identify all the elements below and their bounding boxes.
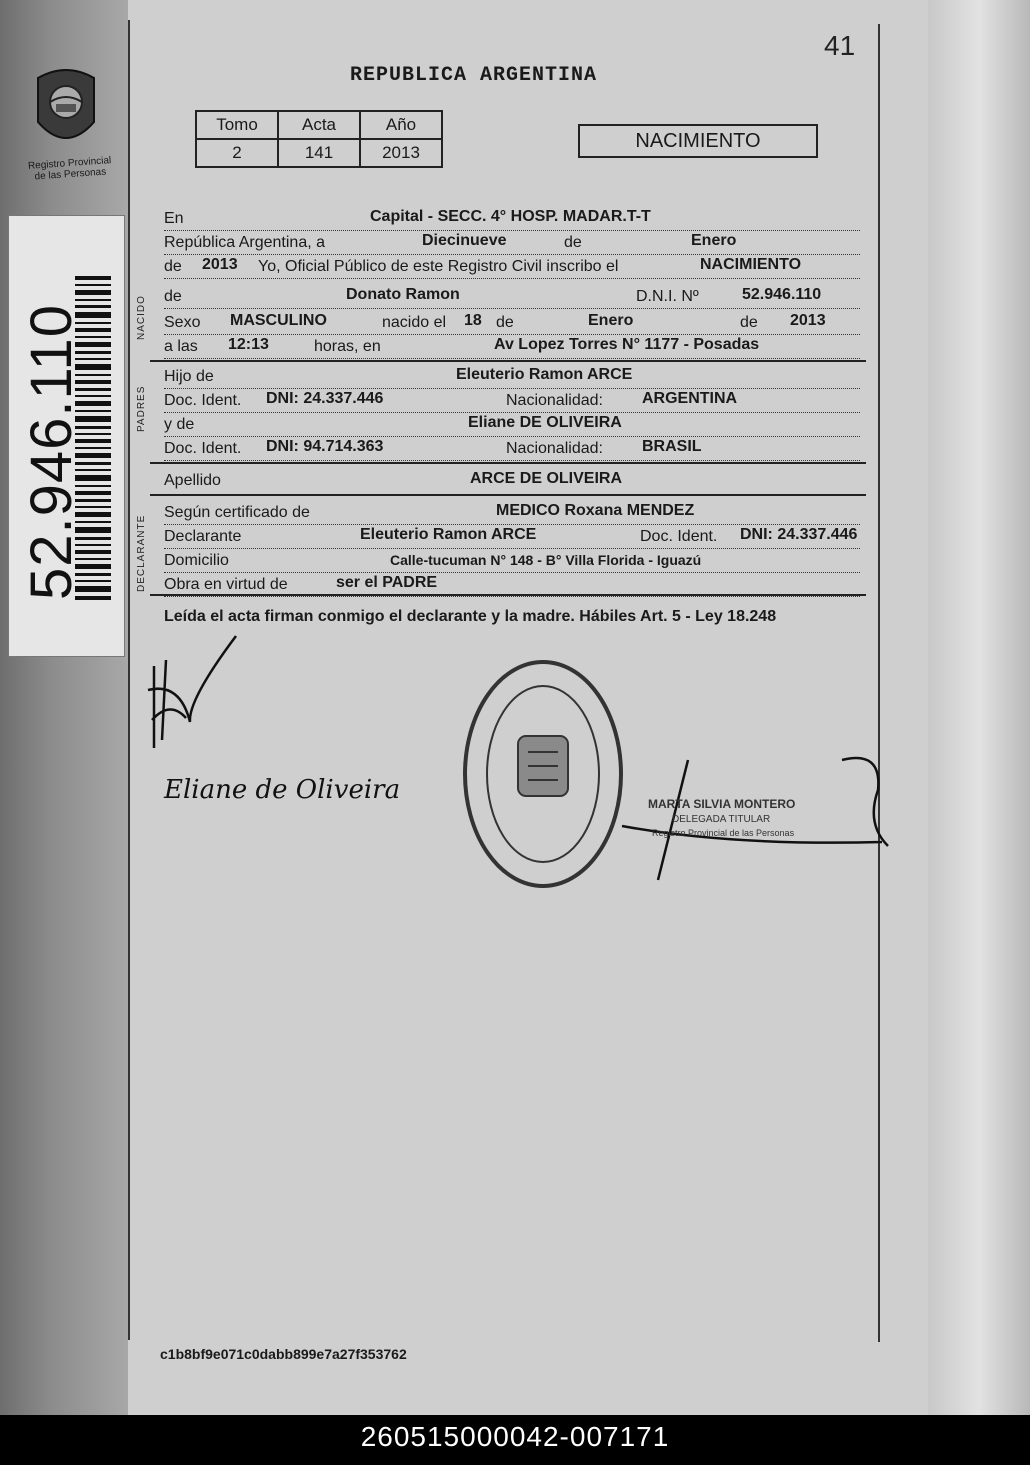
acta-header: Acta xyxy=(278,111,360,139)
label-y-de: y de xyxy=(164,416,195,433)
section-divider-apellido xyxy=(150,494,866,496)
page-number: 41 xyxy=(824,30,856,61)
label-a-las: a las xyxy=(164,338,198,355)
value-sexo: MASCULINO xyxy=(230,312,327,329)
left-margin-line xyxy=(128,20,130,1340)
value-certificado: MEDICO Roxana MENDEZ xyxy=(496,502,695,519)
value-padre-nac: ARGENTINA xyxy=(642,390,738,407)
value-padre-doc: DNI: 24.337.446 xyxy=(266,390,384,407)
section-label-padres: PADRES xyxy=(136,385,147,432)
label-doc-ident: Doc. Ident. xyxy=(164,392,242,409)
label-domicilio: Domicilio xyxy=(164,552,229,569)
tomo-header: Tomo xyxy=(196,111,278,139)
section-divider-padres xyxy=(150,462,866,464)
label-nacido-el: nacido el xyxy=(382,314,447,331)
label-obra: Obra en virtud de xyxy=(164,576,288,593)
row-certificado xyxy=(164,500,860,525)
label-de-nombre: de xyxy=(164,288,182,305)
label-sexo: Sexo xyxy=(164,314,201,331)
institution-label: Registro Provincial de las Personas xyxy=(27,155,112,183)
row-fecha xyxy=(164,230,860,255)
registry-logo xyxy=(30,64,102,154)
official-stamp-icon xyxy=(458,656,628,892)
footer-code: 260515000042-007171 xyxy=(0,1415,1030,1465)
value-madre-nac: BRASIL xyxy=(642,438,702,455)
value-nombre: Donato Ramon xyxy=(346,286,460,303)
page-edge xyxy=(928,0,1030,1415)
value-hora: 12:13 xyxy=(228,336,269,353)
row-sexo xyxy=(164,310,860,335)
barcode-number: 52.946.110 xyxy=(19,304,84,600)
label-apellido: Apellido xyxy=(164,472,221,489)
registry-table xyxy=(195,110,443,168)
value-padre: Eleuterio Ramon ARCE xyxy=(456,366,633,383)
row-obra xyxy=(164,572,860,597)
label-nacionalidad-2: Nacionalidad: xyxy=(506,440,603,457)
madre-signature-text: Eliane de Oliveira xyxy=(164,775,401,805)
book-spine xyxy=(0,0,128,1415)
label-nacionalidad: Nacionalidad: xyxy=(506,392,603,409)
value-declarante: Eleuterio Ramon ARCE xyxy=(360,526,537,543)
value-anio-inscripcion: 2013 xyxy=(202,256,238,273)
row-nombre xyxy=(164,284,860,309)
label-de-anio: de xyxy=(740,314,758,331)
row-padre-doc xyxy=(164,388,860,413)
label-republica: República Argentina, a xyxy=(164,234,325,251)
value-obra: ser el PADRE xyxy=(336,574,438,591)
row-inscripcion xyxy=(164,254,860,279)
value-madre-doc: DNI: 94.714.363 xyxy=(266,438,384,455)
label-declarante: Declarante xyxy=(164,528,242,545)
label-doc-ident-3: Doc. Ident. xyxy=(640,528,718,545)
document-title: REPUBLICA ARGENTINA xyxy=(350,64,598,87)
label-horas-en: horas, en xyxy=(314,338,381,355)
value-declarante-doc: DNI: 24.337.446 xyxy=(740,526,858,543)
oficial-signature-icon xyxy=(612,750,892,884)
row-hora xyxy=(164,334,860,359)
value-dia-nac: 18 xyxy=(464,312,482,329)
anio-value: 2013 xyxy=(360,139,442,167)
oficial-org: Registro Provincial de las Personas xyxy=(652,828,795,838)
label-yo: Yo, Oficial Público de este Registro Civil inscribo el xyxy=(258,258,619,275)
row-declarante xyxy=(164,524,860,549)
label-doc-ident-2: Doc. Ident. xyxy=(164,440,242,457)
value-domicilio: Calle-tucuman N° 148 - B° Villa Florida - Iguazú xyxy=(390,552,702,568)
label-hijo-de: Hijo de xyxy=(164,368,214,385)
row-en xyxy=(164,206,860,231)
oficial-cargo: DELEGADA TITULAR xyxy=(672,814,771,825)
label-de: de xyxy=(564,234,582,251)
row-padre xyxy=(164,364,860,389)
acta-value: 141 xyxy=(278,139,360,167)
record-type-box: NACIMIENTO xyxy=(578,124,818,158)
section-label-declarante: DECLARANTE xyxy=(136,514,147,592)
row-madre xyxy=(164,412,860,437)
declarante-signature-icon xyxy=(140,630,260,760)
tomo-value: 2 xyxy=(196,139,278,167)
section-label-nacido: NACIDO xyxy=(136,295,147,340)
label-de-mes: de xyxy=(496,314,514,331)
row-madre-doc xyxy=(164,436,860,461)
madre-signature-icon xyxy=(160,764,410,814)
value-anio-nac: 2013 xyxy=(790,312,826,329)
value-apellido: ARCE DE OLIVEIRA xyxy=(470,470,623,487)
oficial-name: MARTA SILVIA MONTERO xyxy=(648,797,796,811)
section-divider-nacido xyxy=(150,360,866,362)
value-mes: Enero xyxy=(691,232,737,249)
closing-statement: Leída el acta firman conmigo el declarante y la madre. Hábiles Art. 5 - Ley 18.248 xyxy=(164,608,777,625)
value-lugar: Capital - SECC. 4° HOSP. MADAR.T-T xyxy=(370,208,651,225)
document-hash: c1b8bf9e071c0dabb899e7a27f353762 xyxy=(160,1346,407,1362)
right-margin-line xyxy=(878,24,880,1342)
value-mes-nac: Enero xyxy=(588,312,634,329)
label-segun: Según certificado de xyxy=(164,504,310,521)
label-de-2: de xyxy=(164,258,182,275)
value-madre: Eliane DE OLIVEIRA xyxy=(468,414,622,431)
anio-header: Año xyxy=(360,111,442,139)
value-dia-texto: Diecinueve xyxy=(422,232,507,249)
label-dni: D.N.I. Nº xyxy=(636,288,699,305)
row-apellido xyxy=(164,468,860,492)
value-tipo: NACIMIENTO xyxy=(700,256,802,273)
value-dni: 52.946.110 xyxy=(742,286,822,303)
row-domicilio xyxy=(164,548,860,573)
value-lugar-nac: Av Lopez Torres N° 1177 - Posadas xyxy=(494,336,760,353)
label-en: En xyxy=(164,210,184,227)
